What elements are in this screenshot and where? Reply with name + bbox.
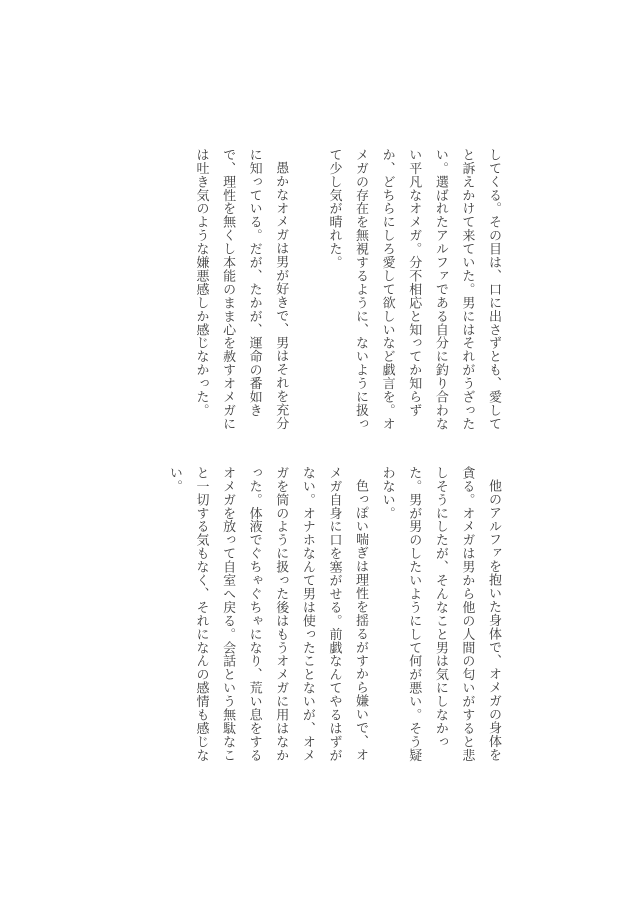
paragraph: 他のアルファを抱いた身体で、オメガの身体を貪る。オメガは男から他の人間の匂いがすると悲しそうにしたが、そんなこと男は気にしなかった。男が男のしたいようにして何が悪い。そう疑わない。 <box>379 466 501 762</box>
text-block-top <box>187 148 506 438</box>
text-block-bottom <box>160 466 506 771</box>
paragraph: 色っぽい喘ぎは理性を揺るがすから嫌いで、オメガ自身に口を塞がせる。前戯なんてやるはずがない。オナホなんて男は使ったことないが、オメガを筒のように扱った後はもうオメガに用はなかった。体液でぐちゃぐちゃになり、荒い息をするオメガを放って自室へ戻る。会話という無駄なこと一切する気もなく、それになんの感情も感じない。 <box>166 466 369 762</box>
paragraph-gap <box>293 148 320 438</box>
paragraph: してくる。その目は、口に出さずとも、愛してと訴えかけて来ていた。男にはそれがうざったい。選ばれたアルファである自分に釣り合わない平凡なオメガ。分不相応と知ってか知らずか、どちらにしろ愛して欲しいなど戯言を。オメガの存在を無視するように、ないように扱って少し気が晴れた。 <box>326 148 501 431</box>
paragraph: 愚かなオメガは男が好きで、男はそれを充分に知っている。だが、たかが、運命の番如きで、理性を無くし本能のまま心を赦すオメガには吐き気のような嫌悪感しか感じなかった。 <box>193 148 289 431</box>
